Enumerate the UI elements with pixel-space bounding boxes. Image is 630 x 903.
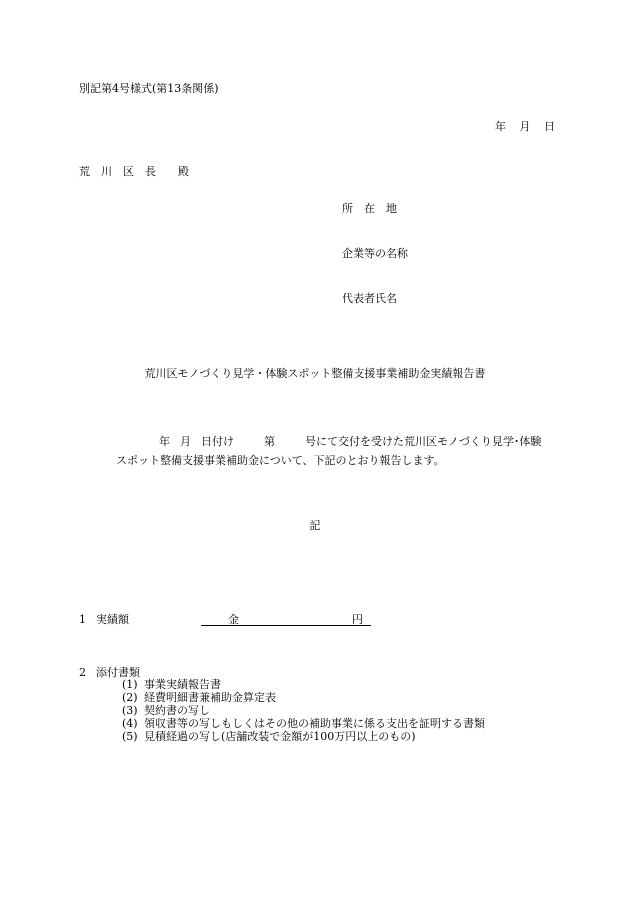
attachment-item-no: (5) — [122, 730, 138, 743]
attachment-item — [122, 679, 221, 690]
document-title: 荒川区モノづくり見学・体験スポット整備支援事業補助金実績報告書 — [144, 367, 486, 380]
addressee — [79, 166, 189, 177]
date-day-label: 日 — [544, 120, 555, 133]
body-rest: 号にて交付を受けた荒川区モノづくり見学･体験 — [305, 435, 542, 448]
attachment-item-text: 契約書の写し — [144, 704, 210, 717]
ki-heading: 記 — [309, 519, 321, 532]
attachment-item-no: (4) — [122, 717, 138, 730]
form-label: 別記第4号様式(第13条関係) — [79, 82, 219, 95]
amount-kin: 金 — [228, 613, 239, 626]
addressee-char: 長 — [145, 165, 156, 178]
date-line — [495, 121, 555, 132]
addressee-honorific: 殿 — [178, 165, 189, 178]
body-line-1 — [159, 436, 541, 447]
date-month-label: 月 — [519, 120, 531, 133]
sender-address-label: 所 在 地 — [342, 202, 397, 215]
sender-representative-label: 代表者氏名 — [342, 292, 397, 305]
attachment-item — [122, 718, 485, 729]
body-line-2: スポット整備支援事業補助金について、下記のとおり報告します。 — [116, 454, 445, 467]
addressee-char: 区 — [123, 165, 134, 178]
attachment-item-text: 事業実績報告書 — [144, 678, 221, 691]
attachment-item — [122, 692, 276, 703]
attachment-item — [122, 705, 210, 716]
body-year: 年 — [159, 435, 170, 448]
amount-number: 1 — [79, 613, 86, 626]
attachment-item-text: 経費明細書兼補助金算定表 — [144, 691, 276, 704]
body-day-issued: 日付け — [201, 435, 234, 448]
attachments-number: 2 — [79, 666, 86, 679]
amount-label: 実績額 — [96, 613, 129, 626]
date-year-label: 年 — [495, 120, 506, 133]
attachment-item-no: (2) — [122, 691, 138, 704]
addressee-char: 荒 — [79, 165, 90, 178]
body-month: 月 — [180, 435, 191, 448]
attachments-label: 添付書類 — [96, 666, 140, 679]
body-dai: 第 — [264, 435, 275, 448]
attachment-item-no: (1) — [122, 678, 138, 691]
sender-company-label: 企業等の名称 — [342, 247, 408, 260]
attachment-item-no: (3) — [122, 704, 138, 717]
addressee-char: 川 — [101, 165, 112, 178]
attachment-item-text: 見積経過の写し(店舗改装で金額が100万円以上のもの) — [144, 730, 416, 743]
amount-underline — [201, 611, 371, 626]
attachment-item-text: 領収書等の写しもしくはその他の補助事業に係る支出を証明する書類 — [144, 717, 485, 730]
amount-en: 円 — [352, 613, 363, 626]
attachment-item — [122, 731, 416, 742]
